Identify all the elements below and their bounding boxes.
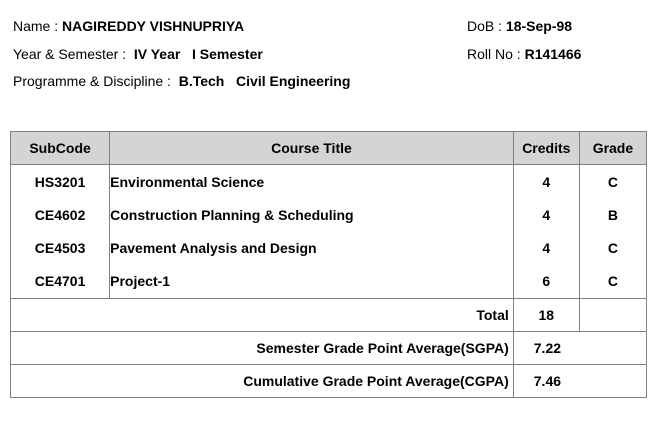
course-title-cell: Construction Planning & Scheduling [110, 198, 514, 231]
total-credits: 18 [513, 299, 579, 332]
sgpa-value: 7.22 [513, 332, 646, 365]
programme-label: Programme & Discipline : [13, 73, 171, 89]
dob-value: 18-Sep-98 [505, 18, 573, 34]
header-course-title: Course Title [110, 132, 514, 165]
course-title-cell: Environmental Science [110, 165, 514, 199]
table-row [11, 231, 647, 264]
student-name-row [13, 18, 244, 34]
semester-value: I Semester [192, 46, 263, 62]
header-subcode: SubCode [11, 132, 110, 165]
year-semester-row [13, 46, 263, 62]
subcode-cell: CE4503 [11, 231, 110, 264]
roll-label: Roll No : [467, 46, 521, 62]
year-semester-label: Year & Semester : [13, 46, 127, 62]
name-label: Name : [13, 18, 59, 34]
table-row [11, 264, 647, 299]
roll-value: R141466 [524, 46, 582, 62]
table-row [11, 165, 647, 199]
subcode-cell: CE4602 [11, 198, 110, 231]
subcode-cell: HS3201 [11, 165, 110, 199]
discipline-value: Civil Engineering [236, 73, 351, 89]
course-title-cell: Project-1 [110, 264, 514, 299]
cgpa-row [11, 365, 647, 398]
subcode-cell: CE4701 [11, 264, 110, 299]
programme-row [13, 73, 350, 89]
cgpa-label: Cumulative Grade Point Average(CGPA) [11, 365, 514, 398]
dob-row [467, 18, 572, 34]
grade-cell: B [579, 198, 646, 231]
student-name: NAGIREDDY VISHNUPRIYA [62, 18, 245, 34]
cgpa-value: 7.46 [513, 365, 646, 398]
roll-row [467, 46, 581, 62]
header-credits: Credits [513, 132, 579, 165]
total-grade-empty [579, 299, 646, 332]
grade-cell: C [579, 231, 646, 264]
table-row [11, 198, 647, 231]
header-grade: Grade [579, 132, 646, 165]
total-label: Total [11, 299, 514, 332]
grade-cell: C [579, 165, 646, 199]
credits-cell: 4 [513, 231, 579, 264]
sgpa-row [11, 332, 647, 365]
course-title-cell: Pavement Analysis and Design [110, 231, 514, 264]
year-value: IV Year [133, 46, 181, 62]
total-row [11, 299, 647, 332]
dob-label: DoB : [467, 18, 503, 34]
grades-table [10, 131, 647, 398]
credits-cell: 4 [513, 165, 579, 199]
grade-cell: C [579, 264, 646, 299]
table-header-row [11, 132, 647, 165]
programme-value: B.Tech [178, 73, 225, 89]
sgpa-label: Semester Grade Point Average(SGPA) [11, 332, 514, 365]
credits-cell: 6 [513, 264, 579, 299]
credits-cell: 4 [513, 198, 579, 231]
